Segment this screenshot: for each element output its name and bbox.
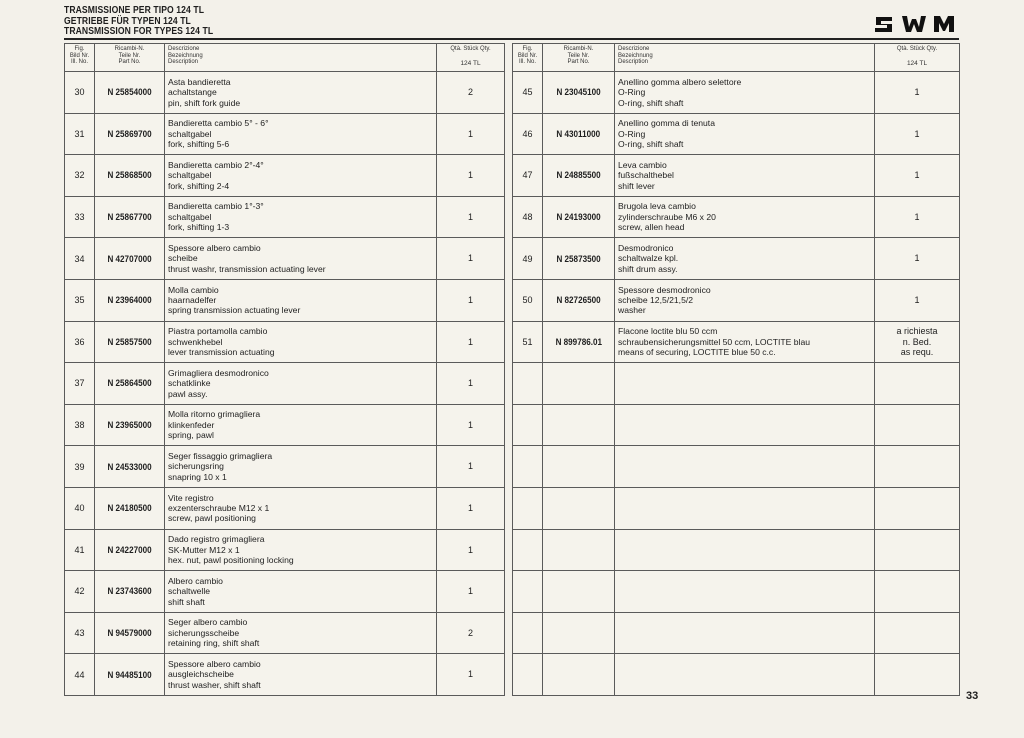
description-line: thrust washer, shift shaft (168, 679, 261, 690)
description (165, 487, 437, 529)
col-part-header: Ricambi-N. Teile Nr. Part No. (543, 44, 615, 72)
description (615, 571, 875, 613)
quantity (437, 279, 505, 321)
description-line: Bandieretta cambio 5° - 6° (168, 118, 269, 129)
fig-number (513, 363, 543, 405)
description-line: shift shaft (168, 596, 205, 607)
description-line: spring transmission actuating lever (168, 305, 301, 316)
table-row (65, 571, 505, 613)
description-line: snapring 10 x 1 (168, 471, 227, 482)
description-line: schaltgabel (168, 211, 212, 222)
empty-table-row (513, 529, 960, 571)
quantity (875, 529, 960, 571)
title-german: GETRIEBE FÜR TYPEN 124 TL (64, 15, 191, 27)
page-title-block (64, 6, 213, 38)
title-english: TRANSMISSION FOR TYPES 124 TL (64, 26, 214, 37)
description (615, 72, 875, 114)
fig-number (513, 404, 543, 446)
part-number: N 23743600 (95, 571, 165, 613)
description-line: shift lever (618, 180, 655, 191)
quantity-line: 1 (914, 211, 920, 222)
description-line: washer (618, 305, 646, 316)
quantity-line: 1 (914, 128, 920, 139)
empty-table-row (513, 571, 960, 613)
col-qty-header: Qtà. Stück Qty. 124 TL (875, 44, 960, 72)
table-row (513, 72, 960, 114)
part-number: N 24193000 (543, 196, 615, 238)
description-line: schwenkhebel (168, 336, 223, 347)
fig-number: 46 (513, 113, 543, 155)
swm-logo (872, 13, 958, 35)
part-number: N 23965000 (95, 404, 165, 446)
fig-number: 43 (65, 612, 95, 654)
table-row (65, 72, 505, 114)
description (615, 487, 875, 529)
col-desc-header: Descrizione Bezeichnung Description (615, 44, 875, 72)
empty-table-row (513, 612, 960, 654)
part-number (543, 487, 615, 529)
description-line: exzenterschraube M12 x 1 (168, 503, 270, 514)
description (165, 72, 437, 114)
table-row (65, 196, 505, 238)
description (615, 279, 875, 321)
fig-number (513, 529, 543, 571)
table-row (513, 238, 960, 280)
part-number: N 24533000 (95, 446, 165, 488)
description-line: pawl assy. (168, 388, 208, 399)
description-line: klinkenfeder (168, 419, 215, 430)
part-number: N 25854000 (95, 72, 165, 114)
part-number (543, 446, 615, 488)
description-line: Spessore albero cambio (168, 659, 261, 669)
title-italian: TRASMISSIONE PER TIPO 124 TL (64, 5, 205, 16)
description (165, 196, 437, 238)
part-number: N 24885500 (543, 155, 615, 197)
quantity (437, 571, 505, 613)
quantity (875, 196, 960, 238)
fig-number: 51 (513, 321, 543, 363)
description-line: SK-Mutter M12 x 1 (168, 544, 240, 555)
table-row (65, 155, 505, 197)
description (165, 404, 437, 446)
table-row (65, 529, 505, 571)
description-line: Spessore desmodronico (618, 284, 711, 295)
quantity-line: 1 (467, 211, 473, 222)
description (615, 612, 875, 654)
table-row (513, 196, 960, 238)
description-line: sicherungsring (168, 461, 224, 472)
description-line: Asta bandieretta (168, 76, 231, 87)
quantity-line: n. Bed. (902, 336, 932, 347)
empty-table-row (513, 404, 960, 446)
description-line: lever transmission actuating (168, 347, 275, 358)
description (165, 529, 437, 571)
description-line: schaltgabel (168, 128, 212, 139)
description-line: pin, shift fork guide (168, 97, 241, 108)
description-line: shift drum assy. (618, 263, 678, 274)
description (165, 363, 437, 405)
description (165, 238, 437, 280)
description (615, 404, 875, 446)
fig-number: 36 (65, 321, 95, 363)
empty-table-row (513, 654, 960, 696)
quantity (875, 155, 960, 197)
description (615, 446, 875, 488)
table-row (65, 612, 505, 654)
quantity (437, 196, 505, 238)
quantity-line: 1 (467, 170, 473, 181)
table-row (513, 155, 960, 197)
description-line: haarnadelfer (168, 295, 217, 306)
quantity (437, 363, 505, 405)
quantity (437, 72, 505, 114)
fig-number: 37 (65, 363, 95, 405)
table-row (65, 321, 505, 363)
description (615, 321, 875, 363)
quantity-line: 1 (467, 544, 473, 555)
fig-number: 39 (65, 446, 95, 488)
description-line: thrust washr, transmission actuating lever (168, 263, 326, 274)
description-line: zylinderschraube M6 x 20 (618, 211, 716, 222)
description-line: screw, pawl positioning (168, 513, 256, 524)
quantity (875, 321, 960, 363)
quantity-line: 2 (467, 627, 473, 638)
description (615, 196, 875, 238)
part-number: N 25868500 (95, 155, 165, 197)
fig-number: 50 (513, 279, 543, 321)
description (165, 446, 437, 488)
fig-number (513, 487, 543, 529)
description-line: O-Ring (618, 128, 646, 139)
quantity-line: 1 (467, 378, 473, 389)
description (165, 612, 437, 654)
table-row (65, 654, 505, 696)
part-number: N 25857500 (95, 321, 165, 363)
quantity (875, 363, 960, 405)
col-desc-header: Descrizione Bezeichnung Description (165, 44, 437, 72)
quantity (875, 113, 960, 155)
part-number: N 24180500 (95, 487, 165, 529)
description (165, 654, 437, 696)
quantity-line: 1 (914, 170, 920, 181)
description-line: Piastra portamolla cambio (168, 326, 268, 337)
description-line: Dado registro grimagliera (168, 534, 265, 545)
part-number: N 43011000 (543, 113, 615, 155)
table-row (65, 279, 505, 321)
part-number: N 25867700 (95, 196, 165, 238)
description-line: schaltwelle (168, 586, 211, 597)
table-row (513, 113, 960, 155)
description-line: Seger fissaggio grimagliera (168, 451, 273, 462)
fig-number (513, 612, 543, 654)
fig-number: 48 (513, 196, 543, 238)
part-number: N 94485100 (95, 654, 165, 696)
quantity (437, 612, 505, 654)
description-line: schaltgabel (168, 170, 212, 181)
description (165, 321, 437, 363)
quantity-line: 1 (914, 295, 920, 306)
col-fig-header: Fig. Bild Nr. Ill. No. (513, 44, 543, 72)
description-line: Seger albero cambio (168, 617, 248, 628)
description-line: O-ring, shift shaft (618, 139, 684, 150)
quantity (437, 654, 505, 696)
fig-number: 49 (513, 238, 543, 280)
part-number: N 42707000 (95, 238, 165, 280)
description-line: Anellino gomma di tenuta (618, 118, 715, 129)
parts-table-right (512, 43, 960, 696)
description-line: Spessore albero cambio (168, 243, 261, 254)
fig-number (513, 571, 543, 613)
description-line: Molla ritorno grimagliera (168, 409, 261, 420)
fig-number: 47 (513, 155, 543, 197)
part-number: N 23045100 (543, 72, 615, 114)
quantity-line: 1 (467, 669, 473, 680)
part-number (543, 404, 615, 446)
description (615, 155, 875, 197)
description-line: Desmodronico (618, 243, 674, 254)
table-row (65, 446, 505, 488)
quantity (437, 446, 505, 488)
description-line: Bandieretta cambio 1°-3° (168, 201, 264, 212)
description-line: means of securing, LOCTITE blue 50 c.c. (618, 347, 776, 358)
quantity-line: 1 (467, 253, 473, 264)
table-row (513, 321, 960, 363)
fig-number: 33 (65, 196, 95, 238)
col-qty-header: Qtà. Stück Qty. 124 TL (437, 44, 505, 72)
table-row (65, 404, 505, 446)
description-line: Molla cambio (168, 284, 219, 295)
fig-number: 41 (65, 529, 95, 571)
description-line: Bandieretta cambio 2°-4° (168, 159, 264, 170)
parts-table-left (64, 43, 505, 696)
quantity-line: 1 (467, 128, 473, 139)
description (615, 363, 875, 405)
description-line: scheibe (168, 253, 198, 264)
description-line: screw, allen head (618, 222, 685, 233)
quantity-line: 1 (914, 253, 920, 264)
quantity (437, 238, 505, 280)
description-line: fußschalthebel (618, 170, 674, 181)
fig-number: 38 (65, 404, 95, 446)
description (615, 529, 875, 571)
description-line: schaltwalze kpl. (618, 253, 679, 264)
col-part-header: Ricambi-N. Teile Nr. Part No. (95, 44, 165, 72)
quantity (875, 446, 960, 488)
description-line: O-Ring (618, 87, 646, 98)
table-row (513, 279, 960, 321)
empty-table-row (513, 446, 960, 488)
quantity-line: 1 (467, 295, 473, 306)
description-line: Vite registro (168, 492, 214, 503)
description-line: Brugola leva cambio (618, 201, 696, 212)
description-line: fork, shifting 5-6 (168, 139, 230, 150)
description-line: retaining ring, shift shaft (168, 638, 260, 649)
fig-number: 35 (65, 279, 95, 321)
fig-number: 44 (65, 654, 95, 696)
description-line: O-ring, shift shaft (618, 97, 684, 108)
description-line: spring, pawl (168, 430, 214, 441)
description-line: scheibe 12,5/21,5/2 (618, 295, 694, 306)
description-line: achaltstange (168, 87, 217, 98)
description (615, 238, 875, 280)
part-number (543, 529, 615, 571)
quantity-line: 1 (467, 336, 473, 347)
col-fig-header: Fig. Bild Nr. Ill. No. (65, 44, 95, 72)
quantity (875, 487, 960, 529)
quantity (875, 279, 960, 321)
description-line: Flacone loctite blu 50 ccm (618, 326, 718, 337)
description-line: fork, shifting 2-4 (168, 180, 230, 191)
table-row (65, 363, 505, 405)
part-number: N 25873500 (543, 238, 615, 280)
quantity (437, 321, 505, 363)
quantity-line: 1 (914, 87, 920, 98)
quantity (875, 571, 960, 613)
fig-number: 31 (65, 113, 95, 155)
quantity-line: 1 (467, 419, 473, 430)
quantity (437, 113, 505, 155)
description (165, 155, 437, 197)
part-number: N 899786.01 (543, 321, 615, 363)
description-line: sicherungsscheibe (168, 627, 240, 638)
quantity-line: 1 (467, 586, 473, 597)
description-line: Anellino gomma albero selettore (618, 76, 742, 87)
part-number: N 25864500 (95, 363, 165, 405)
part-number: N 82726500 (543, 279, 615, 321)
description-line: hex. nut, pawl positioning locking (168, 555, 294, 566)
description-line: ausgleichscheibe (168, 669, 234, 680)
empty-table-row (513, 487, 960, 529)
part-number: N 25869700 (95, 113, 165, 155)
quantity-line: as requ. (900, 347, 934, 358)
table-row (65, 113, 505, 155)
fig-number: 32 (65, 155, 95, 197)
page-number: 33 (966, 690, 979, 702)
part-number (543, 612, 615, 654)
table-row (65, 487, 505, 529)
description (165, 113, 437, 155)
description (615, 654, 875, 696)
quantity (875, 612, 960, 654)
description-line: Albero cambio (168, 575, 223, 586)
quantity (437, 404, 505, 446)
empty-table-row (513, 363, 960, 405)
table-row (65, 238, 505, 280)
swm-logo-mark (872, 13, 958, 35)
description (165, 279, 437, 321)
quantity-line: 1 (467, 461, 473, 472)
description-line: schatklinke (168, 378, 211, 389)
quantity (437, 155, 505, 197)
fig-number (513, 654, 543, 696)
description-line: Leva cambio (618, 159, 667, 170)
part-number (543, 363, 615, 405)
quantity-line: 1 (467, 503, 473, 514)
quantity (437, 487, 505, 529)
quantity-line: 2 (467, 87, 473, 98)
fig-number: 42 (65, 571, 95, 613)
part-number (543, 571, 615, 613)
part-number (543, 654, 615, 696)
description-line: schraubensicherungsmittel 50 ccm, LOCTITE blau (618, 336, 811, 347)
fig-number: 45 (513, 72, 543, 114)
quantity-line: a richiesta (896, 326, 938, 337)
quantity (875, 404, 960, 446)
quantity (437, 529, 505, 571)
fig-number: 34 (65, 238, 95, 280)
fig-number: 30 (65, 72, 95, 114)
fig-number: 40 (65, 487, 95, 529)
quantity (875, 72, 960, 114)
part-number: N 94579000 (95, 612, 165, 654)
quantity (875, 654, 960, 696)
description-line: Grimagliera desmodronico (168, 367, 269, 378)
header-rule (64, 38, 959, 40)
quantity (875, 238, 960, 280)
description-line: fork, shifting 1-3 (168, 222, 230, 233)
description (165, 571, 437, 613)
fig-number (513, 446, 543, 488)
part-number: N 24227000 (95, 529, 165, 571)
part-number: N 23964000 (95, 279, 165, 321)
description (615, 113, 875, 155)
